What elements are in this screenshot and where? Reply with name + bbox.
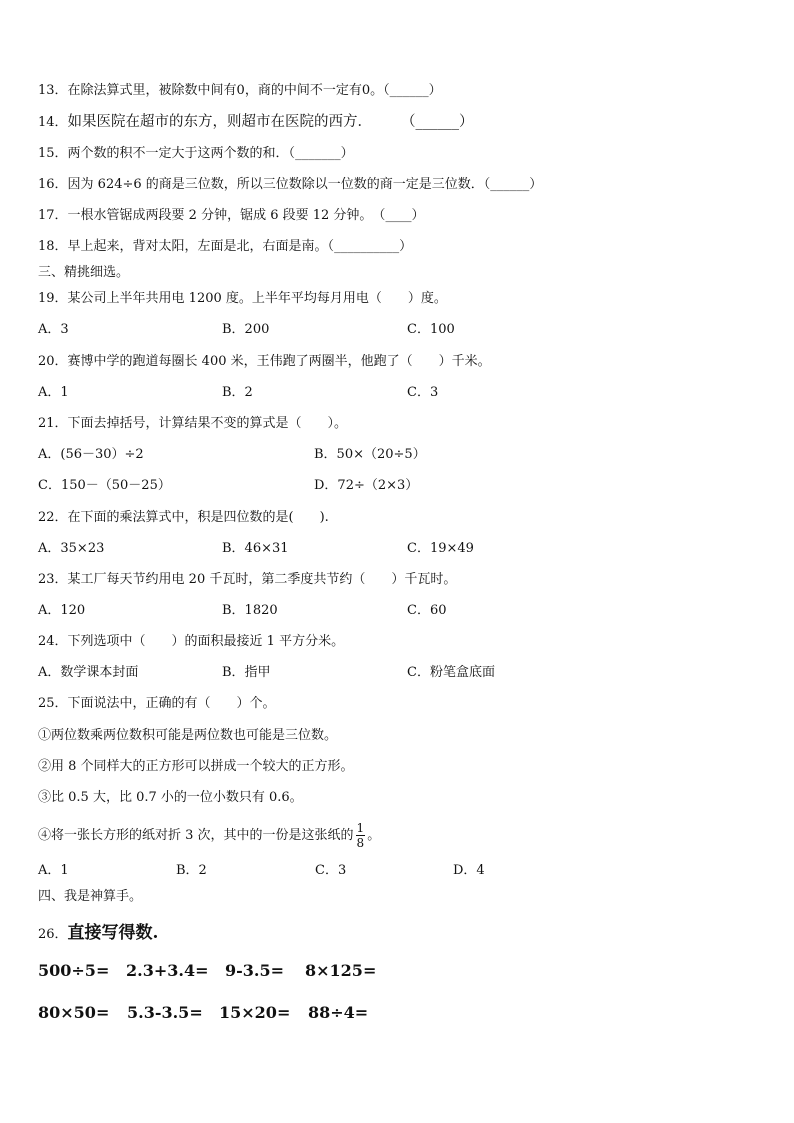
question-number: 16．: [38, 177, 68, 192]
section-heading-3: 三、精挑细选。: [38, 265, 130, 280]
q19-option-b[interactable]: B．200: [222, 322, 270, 337]
closing-paren: ）: [399, 239, 413, 254]
answer-blank[interactable]: ____: [385, 208, 412, 223]
statement-text: ④将一张长方形的纸对折 3 次，其中的一份是这张纸的: [38, 828, 354, 843]
question-number: 14．: [38, 115, 68, 130]
calc-item: 2.3+3.4=: [126, 961, 209, 980]
q21-option-d[interactable]: D．72÷（2×3）: [314, 478, 419, 493]
fraction: [356, 821, 366, 850]
calc-item: 9-3.5=: [225, 961, 285, 980]
question-text: 在除法算式里，被除数中间有0，商的中间不一定有0。（: [67, 83, 390, 98]
question-number: 26．: [38, 927, 68, 942]
question-22-stem: 22．在下面的乘法算式中，积是四位数的是( ).: [38, 510, 329, 525]
question-17: [38, 207, 424, 225]
answer-blank[interactable]: _______: [295, 146, 341, 161]
q19-option-c[interactable]: C．100: [407, 322, 455, 337]
closing-paren: ）: [459, 114, 474, 130]
q22-option-c[interactable]: C．19×49: [407, 541, 474, 556]
fraction-numerator: 1: [356, 821, 365, 835]
q22-option-b[interactable]: B．46×31: [222, 541, 289, 556]
q24-option-b[interactable]: B．指甲: [222, 665, 271, 680]
question-19-stem: 19．某公司上半年共用电 1200 度。上半年平均每月用电（ ）度。: [38, 291, 447, 306]
closing-paren: ）: [411, 208, 425, 223]
q25-statement-3: ③比 0.5 大，比 0.7 小的一位小数只有 0.6。: [38, 790, 303, 805]
q20-option-b[interactable]: B．2: [222, 385, 253, 400]
question-text: 早上起来，背对太阳，左面是北，右面是南。（: [67, 239, 335, 254]
question-title-text: 直接写得数.: [67, 923, 159, 943]
question-16: [38, 176, 542, 194]
q24-option-c[interactable]: C．粉笔盒底面: [407, 665, 495, 680]
calc-item: 15×20=: [219, 1003, 291, 1022]
q22-option-a[interactable]: A．35×23: [38, 541, 105, 556]
answer-blank[interactable]: ______: [389, 83, 429, 98]
calc-item: 5.3-3.5=: [127, 1003, 203, 1022]
q25-option-a[interactable]: A．1: [38, 863, 69, 878]
q25-option-d[interactable]: D．4: [453, 863, 485, 878]
calc-item: 500÷5=: [38, 961, 110, 980]
calc-item: 8×125=: [305, 961, 377, 980]
question-13: [38, 82, 442, 100]
q21-option-b[interactable]: B．50×（20÷5）: [314, 447, 426, 462]
question-number: 13．: [38, 83, 68, 98]
question-21-stem: 21．下面去掉括号，计算结果不变的算式是（ ）。: [38, 416, 348, 431]
q25-option-c[interactable]: C．3: [315, 863, 347, 878]
question-text: 一根水管锯成两段要 2 分钟，锯成 6 段要 12 分钟。 （: [67, 208, 386, 223]
fraction-denominator: 8: [356, 836, 365, 850]
calc-item: 80×50=: [38, 1003, 110, 1022]
section-heading-4: 四、我是神算手。: [38, 889, 143, 904]
question-number: 15．: [38, 146, 68, 161]
question-text: 因为 624÷6 的商是三位数，所以三位数除以一位数的商一定是三位数．（: [67, 177, 491, 192]
question-26-title: [38, 918, 158, 943]
question-20-stem: 20．赛博中学的跑道每圈长 400 米，王伟跑了两圈半，他跑了（ ）千米。: [38, 354, 491, 369]
q20-option-a[interactable]: A．1: [38, 385, 69, 400]
closing-paren: ）: [428, 83, 442, 98]
q20-option-c[interactable]: C．3: [407, 385, 439, 400]
q24-option-a[interactable]: A．数学课本封面: [38, 665, 139, 680]
question-text: 如果医院在超市的东方，则超市在医院的西方． （: [67, 114, 416, 130]
question-25-stem: 25．下面说法中，正确的有（ ）个。: [38, 696, 276, 711]
closing-paren: ）: [340, 146, 354, 161]
answer-blank[interactable]: __________: [334, 239, 400, 254]
q25-statement-4: [38, 818, 380, 854]
question-15: [38, 145, 354, 163]
question-number: 17．: [38, 208, 68, 223]
statement-end: 。: [367, 828, 381, 843]
answer-blank[interactable]: ______: [415, 114, 460, 130]
question-24-stem: 24．下列选项中（ ）的面积最接近 1 平方分米。: [38, 634, 345, 649]
q21-option-c[interactable]: C．150－（50－25）: [38, 478, 171, 493]
q23-option-a[interactable]: A．120: [38, 603, 86, 618]
q21-option-a[interactable]: A．(56－30）÷2: [38, 447, 144, 462]
q23-option-b[interactable]: B．1820: [222, 603, 278, 618]
question-number: 18．: [38, 239, 68, 254]
q23-option-c[interactable]: C．60: [407, 603, 447, 618]
q25-option-b[interactable]: B．2: [176, 863, 207, 878]
q25-statement-1: ①两位数乘两位数积可能是两位数也可能是三位数。: [38, 728, 338, 743]
calc-item: 88÷4=: [308, 1003, 369, 1022]
question-14: [38, 113, 474, 132]
q19-option-a[interactable]: A．3: [38, 322, 69, 337]
answer-blank[interactable]: ______: [490, 177, 530, 192]
question-text: 两个数的积不一定大于这两个数的和．（: [67, 146, 296, 161]
question-18: [38, 238, 412, 256]
closing-paren: ）: [529, 177, 543, 192]
question-23-stem: 23．某工厂每天节约用电 20 千瓦时，第二季度共节约（ ）千瓦时。: [38, 572, 457, 587]
q25-statement-2: ②用 8 个同样大的正方形可以拼成一个较大的正方形。: [38, 759, 354, 774]
